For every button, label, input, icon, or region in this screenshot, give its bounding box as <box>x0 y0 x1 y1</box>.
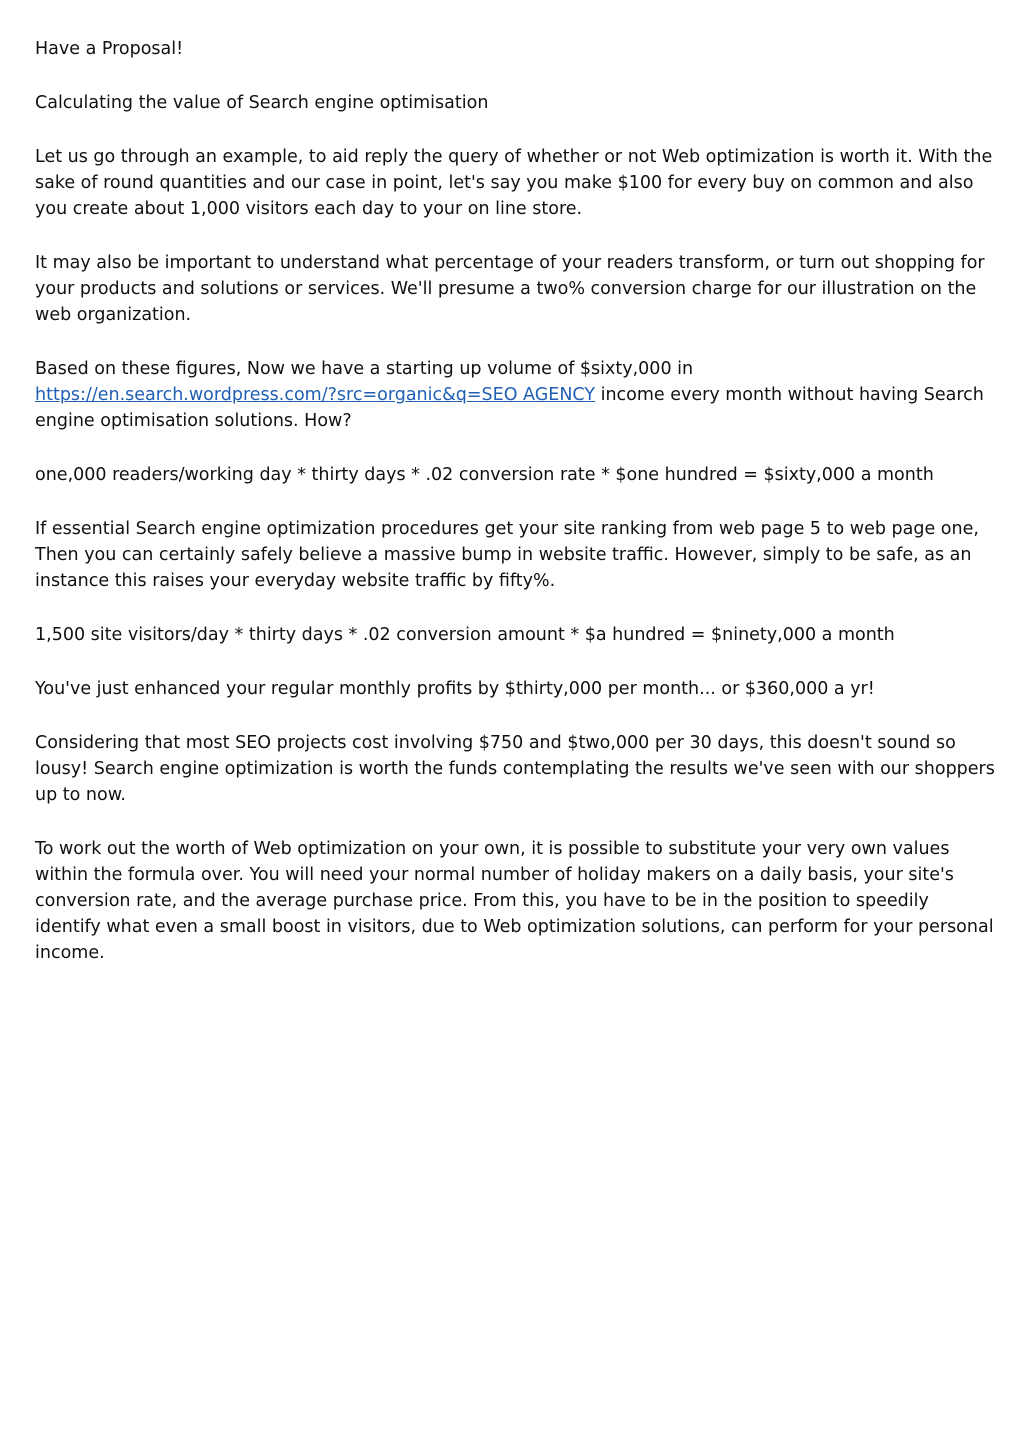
paragraph-example-intro: Let us go through an example, to aid reply the query of whether or not Web optimization is worth it. With the sake of round quantities and our case in point, let's say you make $100 for every buy on common and also you create about 1,000 visitors each day to your on line store. <box>35 147 993 219</box>
figures-text-before-link: Based on these figures, Now we have a starting up volume of $sixty,000 in <box>35 359 694 379</box>
paragraph-ranking: If essential Search engine optimization procedures get your site ranking from web page 5 to web page one, Then you can certainly safely believe a massive bump in website traffic. However, simply to be safe, as an instance this raises your everyday website traffic by fifty%. <box>35 519 979 591</box>
figures-text-after-link: income every month without having Search engine optimisation solutions. How? <box>35 385 984 431</box>
document-heading: Have a Proposal! <box>35 39 184 59</box>
paragraph-calculate-own: To work out the worth of Web optimization on your own, it is possible to substitute your very own values within the formula over. You will need your normal number of holiday makers on a daily basis, your site's conversion rate, and the average purchase price. From this, you have to be in the position to speedily identify what even a small boost in visitors, due to Web optimization solutions, can perform for your personal income. <box>35 839 994 963</box>
document-subheading: Calculating the value of Search engine optimisation <box>35 93 489 113</box>
paragraph-conversion: It may also be important to understand what percentage of your readers transform, or turn out shopping for your products and solutions or services. We'll presume a two% conversion charge for our illustration on the web organization. <box>35 253 985 325</box>
document-page <box>35 36 995 994</box>
paragraph-figures <box>35 356 995 434</box>
paragraph-formula-current: one,000 readers/working day * thirty days * .02 conversion rate * $one hundred = $sixty,000 a month <box>35 465 934 485</box>
paragraph-formula-improved: 1,500 site visitors/day * thirty days * .02 conversion amount * $a hundred = $ninety,000 a month <box>35 625 895 645</box>
paragraph-seo-cost: Considering that most SEO projects cost involving $750 and $two,000 per 30 days, this doesn't sound so lousy! Search engine optimization is worth the funds contemplating the results we've seen with our shoppers up to now. <box>35 733 995 805</box>
paragraph-profit-increase: You've just enhanced your regular monthly profits by $thirty,000 per month... or $360,000 a yr! <box>35 679 875 699</box>
seo-agency-link[interactable]: https://en.search.wordpress.com/?src=organic&q=SEO AGENCY <box>35 385 596 405</box>
